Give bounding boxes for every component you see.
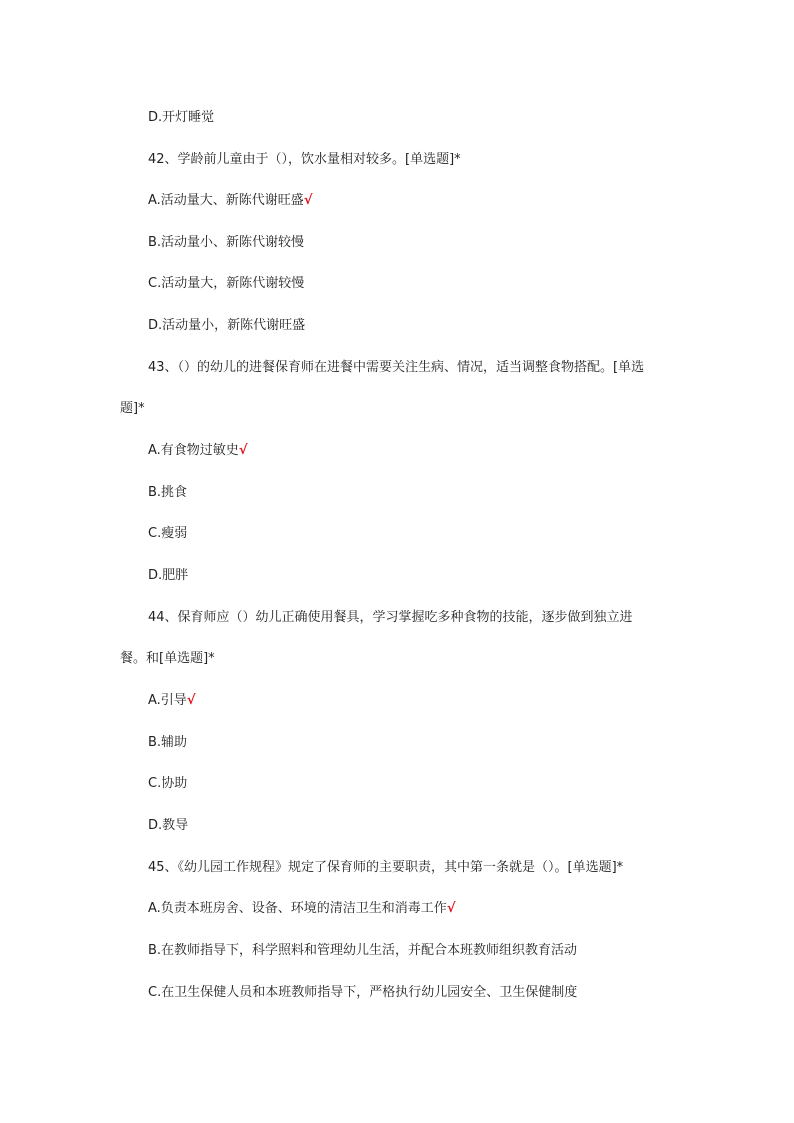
correct-check-icon: √ — [446, 901, 456, 916]
q45-option-b: B.在教师指导下，科学照料和管理幼儿生活，并配合本班教师组织教育活动 — [148, 943, 578, 958]
q43-option-a-text: A.有食物过敏史 — [148, 443, 239, 458]
q44-stem-line-2: 餐。和[单选题]* — [120, 651, 215, 666]
q43-stem-line-2: 题]* — [120, 401, 145, 416]
q45-option-a-text: A.负责本班房舍、设备、环境的清洁卫生和消毒工作 — [148, 901, 447, 916]
q43-option-a — [148, 442, 247, 460]
correct-check-icon: √ — [238, 443, 248, 458]
q42-option-b: B.活动量小、新陈代谢较慢 — [148, 235, 305, 250]
q44-stem-line-1: 44、保育师应（）幼儿正确使用餐具，学习掌握吃多种食物的技能，逐步做到独立进 — [148, 610, 633, 625]
q41-option-d: D.开灯睡觉 — [148, 110, 215, 125]
q42-option-d: D.活动量小，新陈代谢旺盛 — [148, 318, 306, 333]
q42-option-c: C.活动量大，新陈代谢较慢 — [148, 276, 305, 291]
q42-option-a-text: A.活动量大、新陈代谢旺盛 — [148, 193, 304, 208]
q45-option-a — [148, 900, 455, 918]
q44-option-a — [148, 692, 195, 710]
q43-option-c: C.瘦弱 — [148, 526, 188, 541]
q43-option-d: D.肥胖 — [148, 568, 189, 583]
q45-option-c: C.在卫生保健人员和本班教师指导下，严格执行幼儿园安全、卫生保健制度 — [148, 985, 578, 1000]
q43-option-b: B.挑食 — [148, 485, 188, 500]
q42-option-a — [148, 192, 312, 210]
q44-option-c: C.协助 — [148, 776, 188, 791]
correct-check-icon: √ — [186, 693, 196, 708]
q44-option-b: B.辅助 — [148, 735, 188, 750]
q43-stem-line-1: 43、（）的幼儿的进餐保育师在进餐中需要关注生病、情况，适当调整食物搭配。[单选 — [148, 360, 645, 375]
correct-check-icon: √ — [303, 193, 313, 208]
q45-stem: 45、《幼儿园工作规程》规定了保育师的主要职责，其中第一条就是（）。[单选题]* — [148, 860, 624, 875]
q44-option-d: D.教导 — [148, 818, 189, 833]
q42-stem: 42、学龄前儿童由于（），饮水量相对较多。[单选题]* — [148, 152, 461, 167]
q44-option-a-text: A.引导 — [148, 693, 187, 708]
